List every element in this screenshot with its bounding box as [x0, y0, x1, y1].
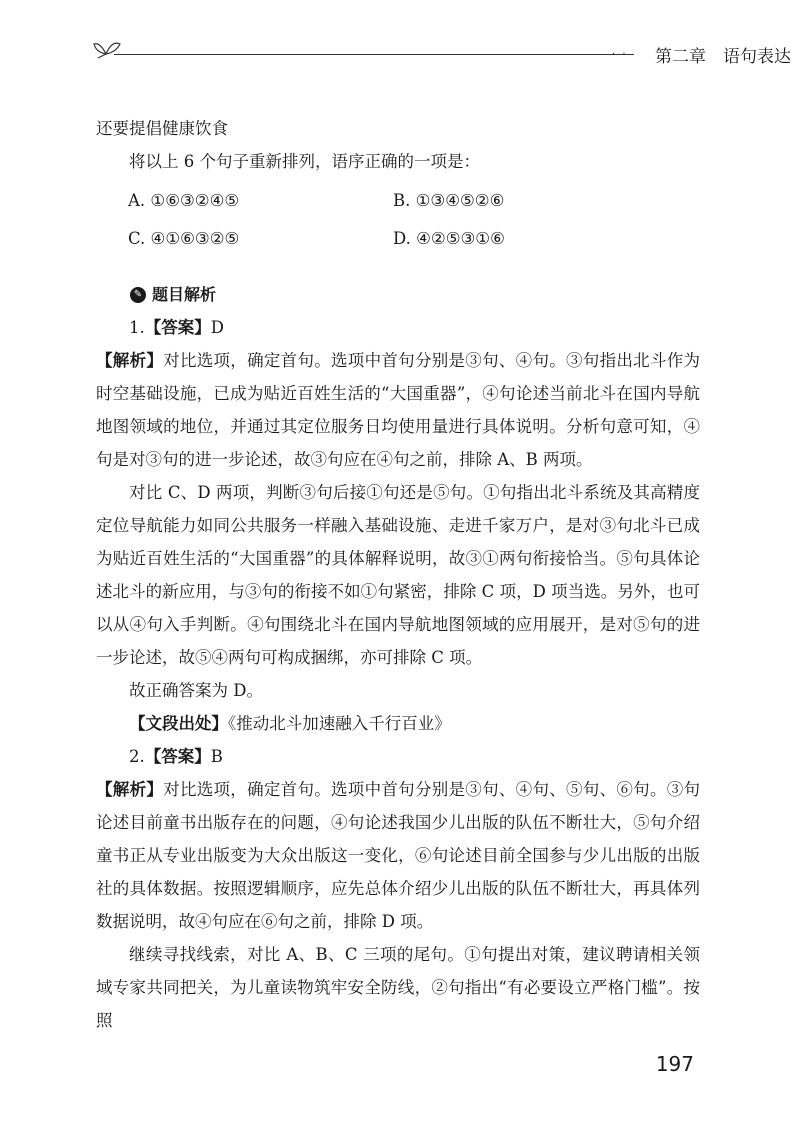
source-tag: 【文段出处】 [129, 714, 228, 733]
option-d: D. ④②⑤③①⑥ [393, 229, 505, 248]
page-content [96, 112, 700, 1037]
option-a: A. ①⑥③②④⑤ [128, 191, 240, 210]
option-b: B. ①③④⑤②⑥ [393, 191, 505, 210]
page-number: 197 [655, 1052, 694, 1076]
analysis-2-para-2: 继续寻找线索，对比 A、B、C 三项的尾句。①句提出对策，建议聘请相关领域专家共同把关，为儿童读物筑牢安全防线，②句指出“有必要设立严格门槛”。按照 [96, 945, 700, 1030]
section-heading [96, 278, 700, 311]
analysis-2-tag: 【解析】 [96, 780, 164, 799]
source-line [96, 707, 700, 740]
source-text: 《推动北斗加速融入千行百业》 [228, 714, 451, 733]
answer-1-value: D [210, 318, 224, 337]
question-text: 将以上 6 个句子重新排列，语序正确的一项是： [129, 152, 480, 171]
pencil-icon: ✎ [130, 287, 146, 303]
analysis-1-tag: 【解析】 [96, 351, 164, 370]
section-title: 题目解析 [152, 285, 217, 304]
analysis-1-text-1: 对比选项，确定首句。选项中首句分别是③句、④句。③句指出北斗作为时空基础设施，已成为贴近百姓生活的“大国重器”，④句论述当前北斗在国内导航地图领域的地位，并通过其定位服务日均使用量进行具体说明。分析句意可知，④句是对③句的进一步论述，故③句应在④句之前，排除 A、B 两项。 [96, 351, 701, 469]
answer-2-number: 2. [129, 747, 145, 766]
answer-2-line [96, 740, 700, 773]
analysis-2-text-1: 对比选项，确定首句。选项中首句分别是③句、④句、⑤句、⑥句。③句论述目前童书出版存在的问题，④句论述我国少儿出版的队伍不断壮大，⑤句介绍童书正从专业出版变为大众出版这一变化，⑥句论述目前全国参与少儿出版的出版社的具体数据。按照逻辑顺序，应先总体介绍少儿出版的队伍不断壮大，再具体列数据说明，故④句应在⑥句之前，排除 D 项。 [96, 780, 701, 931]
answer-1-tag: 【答案】 [144, 318, 211, 337]
chapter-title: 第二章 语句表达 [655, 47, 791, 67]
answer-1-line [96, 311, 700, 344]
answer-1-number: 1. [129, 318, 145, 337]
answer-2-tag: 【答案】 [144, 747, 211, 766]
answer-options [128, 184, 700, 256]
header-dots: · · [612, 49, 628, 60]
option-c: C. ④①⑥③②⑤ [128, 229, 240, 248]
running-header [92, 32, 791, 72]
header-rule [114, 54, 634, 55]
analysis-1-para-1 [96, 344, 700, 476]
analysis-1-para-2: 对比 C、D 两项，判断③句后接①句还是⑤句。①句指出北斗系统及其高精度定位导航能力如同公共服务一样融入基础设施、走进千家万户，是对③句北斗已成为贴近百姓生活的“大国重器”的具体解释说明，故③①两句衔接恰当。⑤句具体论述北斗的新应用，与③句的衔接不如①句紧密，排除 C 项，D 项当选。另外，也可以从④句入手判断。④句围绕北斗在国内导航地图领域的应用展开，是对⑤句的进一步论述，故⑤④两句可构成捆绑，亦可排除 C 项。 [96, 483, 700, 667]
intro-tail: 还要提倡健康饮食 [96, 119, 228, 138]
analysis-1-para-3: 故正确答案为 D。 [129, 681, 263, 700]
sprout-icon [92, 32, 122, 64]
analysis-2-para-1 [96, 773, 700, 938]
answer-2-value: B [210, 747, 223, 766]
